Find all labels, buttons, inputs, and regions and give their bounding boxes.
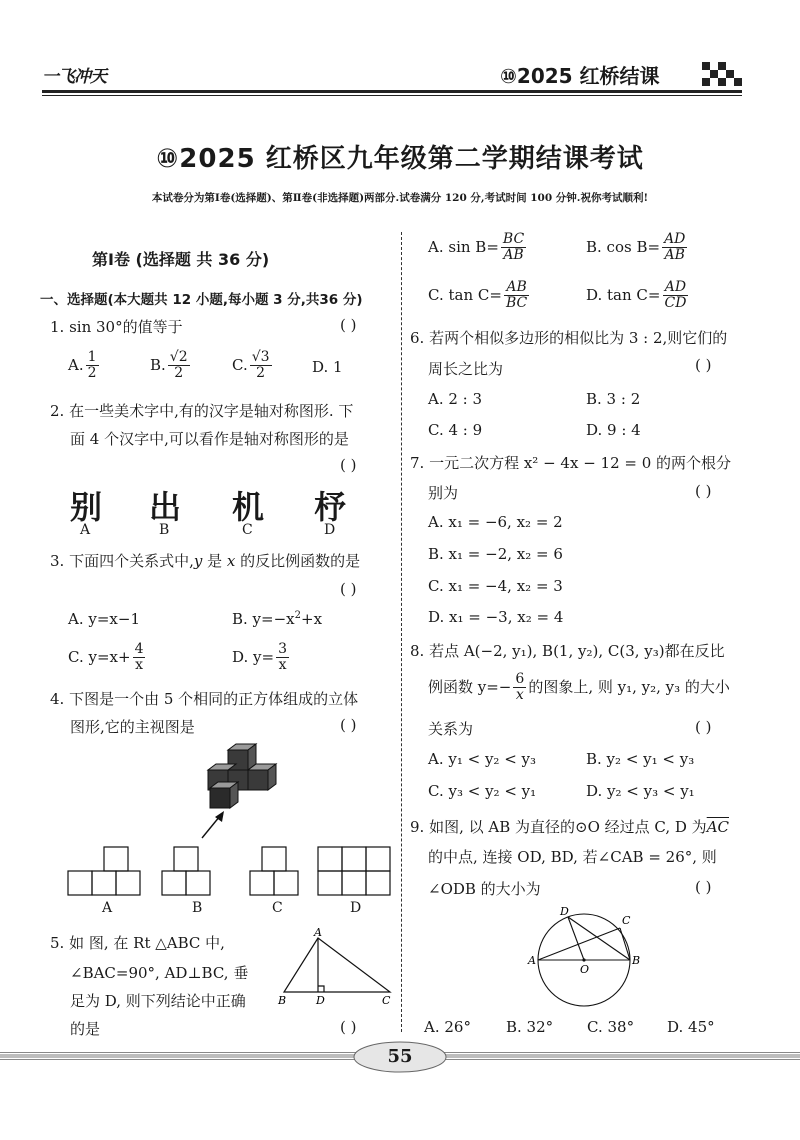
q3-option-b: B. $y=-x^2+x$: [232, 610, 323, 628]
page-number: 55: [387, 1046, 413, 1067]
q2-char-a: 别: [70, 488, 103, 526]
q5-point-b: B: [278, 994, 287, 1007]
q7-option-c: C. x₁ = −4, x₂ = 3: [428, 577, 563, 595]
q9-point-b: B: [632, 954, 641, 967]
q6-option-d: D. 9 : 4: [586, 421, 641, 439]
q2-stem-line1: 2. 在一些美术字中,有的汉字是轴对称图形. 下: [50, 402, 354, 420]
q2-stem-line2: 面 4 个汉字中,可以看作是轴对称图形的是: [70, 430, 349, 448]
q5-stem-line2: ∠BAC=90°, AD⊥BC, 垂: [70, 964, 249, 982]
part-heading: 一、选择题(本大题共 12 小题,每小题 3 分,共36 分): [40, 292, 363, 308]
q2-label-c: C: [242, 522, 253, 538]
q5-option-b: B. cos B= $\frac{AD}{AB}$: [586, 231, 686, 264]
q9-point-d: D: [560, 906, 569, 918]
checker-ornament: [696, 60, 742, 88]
q9-point-a: A: [528, 954, 536, 967]
section-heading: 第Ⅰ卷 (选择题 共 36 分): [92, 250, 270, 269]
q2-label-a: A: [80, 522, 91, 538]
q6-option-a: A. 2 : 3: [428, 390, 483, 408]
q5-point-a: A: [314, 926, 322, 939]
q4-stem-line1: 4. 下图是一个由 5 个相同的正方体组成的立体: [50, 690, 359, 708]
exam-instructions: 本试卷分为第Ⅰ卷(选择题)、第Ⅱ卷(非选择题)两部分.试卷满分 120 分,考试时间 100 分钟.祝你考试顺利!: [151, 192, 649, 204]
q5-option-d: D. tan C= $\frac{AD}{CD}$: [586, 279, 687, 312]
q2-char-d: 杼: [314, 488, 347, 526]
q1-stem: 1. sin 30°的值等于: [50, 318, 183, 336]
q6-option-b: B. 3 : 2: [586, 390, 641, 408]
q1-option-c: C. $\frac{√3}{2}$: [232, 349, 270, 382]
q5-triangle-figure: [276, 926, 400, 1012]
q9-arc-ac: $\overline{AC}$: [706, 818, 729, 836]
q2-char-c: 机: [232, 488, 265, 526]
q5-stem-line3: 足为 D, 则下列结论中正确: [70, 992, 246, 1010]
q2-answer-blank: ( ): [340, 456, 357, 474]
q9-circle-figure: [526, 906, 646, 1014]
q7-answer-blank: ( ): [695, 482, 712, 500]
q4-label-c: C: [272, 900, 283, 916]
q7-stem-line1: 7. 一元二次方程 x² − 4x − 12 = 0 的两个根分: [410, 454, 732, 472]
q8-option-a: A. y₁ < y₂ < y₃: [428, 750, 537, 768]
q3-option-a: A. y=x−1: [68, 610, 140, 628]
q8-option-c: C. y₃ < y₂ < y₁: [428, 782, 537, 800]
column-divider: [401, 232, 402, 1032]
q4-stem-line2: 图形,它的主视图是: [70, 718, 195, 736]
q6-stem-line2: 周长之比为: [428, 360, 504, 378]
q9-point-c: C: [622, 914, 631, 927]
q2-char-b: 出: [149, 488, 182, 526]
q5-stem-line1: 5. 如 图, 在 Rt △ABC 中,: [50, 934, 225, 952]
q9-stem-line1: 9. 如图, 以 AB 为直径的⊙O 经过点 C, D 为$\overline{AC}$: [410, 818, 729, 836]
q9-stem-line3: ∠ODB 的大小为: [428, 880, 541, 898]
q4-view-arrow: [198, 808, 228, 840]
header-exam-label: ⑩2025 红桥结课: [500, 64, 660, 88]
q9-option-a: A. 26°: [424, 1018, 471, 1036]
q4-cube-solid-figure: [180, 740, 280, 840]
q9-option-c: C. 38°: [587, 1018, 635, 1036]
q4-label-a: A: [102, 900, 113, 916]
q5-point-d: D: [316, 994, 325, 1007]
q3-answer-blank: ( ): [340, 580, 357, 598]
q4-view-b: [162, 847, 210, 895]
q8-answer-blank: ( ): [695, 718, 712, 736]
q8-stem-line3: 关系为: [428, 720, 474, 738]
q8-option-b: B. y₂ < y₁ < y₃: [586, 750, 695, 768]
q5-stem-line4: 的是: [70, 1020, 101, 1038]
q1-option-a: A. $\frac{1}{2}$: [68, 349, 97, 382]
q4-view-options: [66, 845, 396, 897]
q4-label-b: B: [192, 900, 203, 916]
q7-option-b: B. x₁ = −2, x₂ = 6: [428, 545, 563, 563]
q7-option-a: A. x₁ = −6, x₂ = 2: [428, 513, 563, 531]
q2-label-d: D: [324, 522, 336, 538]
q5-point-c: C: [382, 994, 391, 1007]
q3-option-d: D. y= $\frac{3}{x}$: [232, 641, 287, 674]
q2-label-b: B: [159, 522, 170, 538]
q6-option-c: C. 4 : 9: [428, 421, 483, 439]
q6-stem-line1: 6. 若两个相似多边形的相似比为 3 : 2,则它们的: [410, 329, 728, 347]
q6-answer-blank: ( ): [695, 356, 712, 374]
q1-option-b: B. $\frac{√2}{2}$: [150, 349, 188, 382]
q8-option-d: D. y₂ < y₃ < y₁: [586, 782, 695, 800]
q4-view-c: [250, 847, 298, 895]
header-rule-thin: [42, 95, 742, 96]
q9-stem-line2: 的中点, 连接 OD, BD, 若∠CAB = 26°, 则: [428, 848, 717, 866]
q9-point-o: O: [580, 963, 590, 976]
q4-label-d: D: [350, 900, 362, 916]
q4-answer-blank: ( ): [340, 716, 357, 734]
q9-option-d: D. 45°: [667, 1018, 715, 1036]
q1-option-d: D. 1: [312, 358, 343, 376]
q8-stem-line2: 例函数 y=− $\frac{6}{x}$ 的图象上, 则 y₁, y₂, y₃ 的大小: [428, 671, 730, 704]
q3-option-c: C. y=x+ $\frac{4}{x}$: [68, 641, 144, 674]
exam-title: ⑩2025 红桥区九年级第二学期结课考试: [156, 144, 644, 174]
q5-answer-blank: ( ): [340, 1018, 357, 1036]
q4-view-d: [318, 847, 390, 895]
q7-option-d: D. x₁ = −3, x₂ = 4: [428, 608, 564, 626]
q3-stem: 3. 下面四个关系式中,y 是 x 的反比例函数的是: [50, 552, 361, 570]
q5-option-a: A. sin B= $\frac{BC}{AB}$: [428, 231, 525, 264]
series-logo: 一飞冲天: [42, 67, 106, 87]
q4-view-a: [68, 847, 140, 895]
header-rule: [42, 90, 742, 93]
q9-answer-blank: ( ): [695, 878, 712, 896]
q5-option-c: C. tan C= $\frac{AB}{BC}$: [428, 279, 528, 312]
q1-answer-blank: ( ): [340, 316, 357, 334]
q9-option-b: B. 32°: [506, 1018, 554, 1036]
q7-stem-line2: 别为: [428, 484, 459, 502]
q8-stem-line1: 8. 若点 A(−2, y₁), B(1, y₂), C(3, y₃)都在反比: [410, 642, 725, 660]
